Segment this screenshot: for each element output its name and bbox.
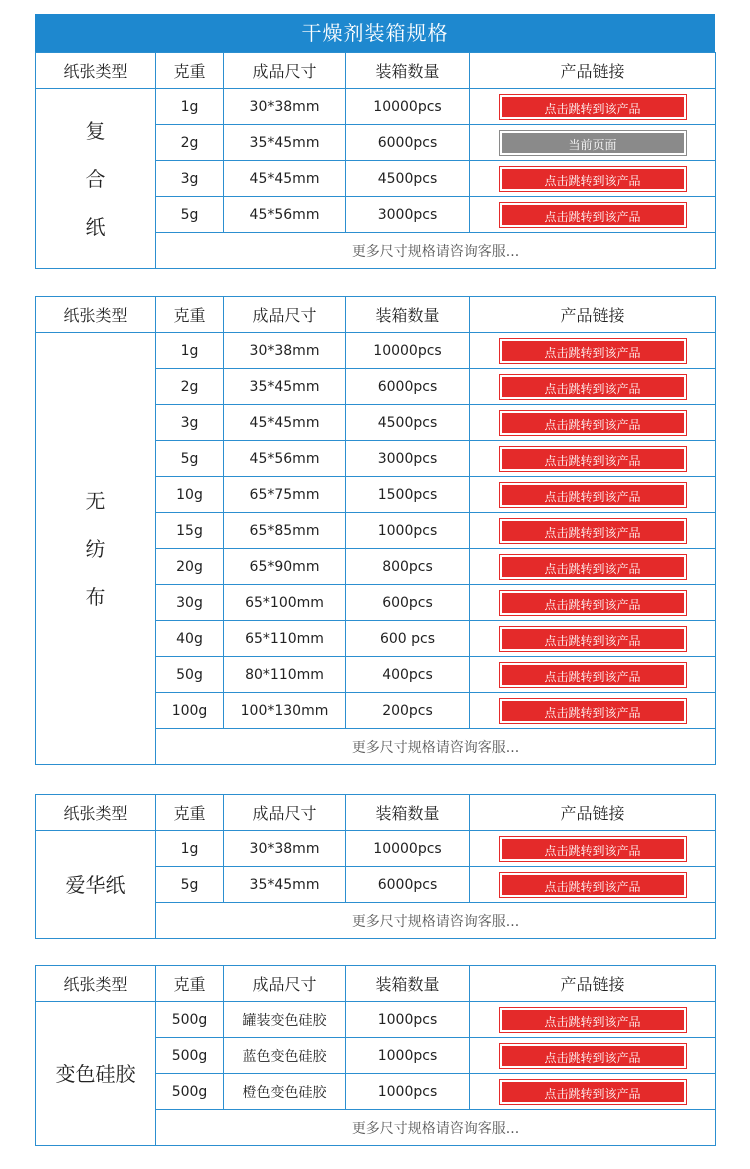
type-cell: 爱华纸	[36, 831, 156, 939]
link-cell	[470, 441, 716, 477]
product-link-button[interactable]: 点击跳转到该产品	[500, 483, 686, 507]
type-cell: 变色硅胶	[36, 1002, 156, 1146]
header-weight: 克重	[156, 53, 224, 89]
qty-cell: 200pcs	[346, 693, 470, 729]
product-link-button[interactable]: 点击跳转到该产品	[500, 1080, 686, 1104]
weight-cell: 5g	[156, 197, 224, 233]
link-cell	[470, 867, 716, 903]
more-info-text: 更多尺寸规格请咨询客服...	[156, 1110, 716, 1146]
size-cell: 45*56mm	[224, 441, 346, 477]
link-cell	[470, 1074, 716, 1110]
product-link-button[interactable]: 点击跳转到该产品	[500, 339, 686, 363]
header-type: 纸张类型	[36, 53, 156, 89]
header-link: 产品链接	[470, 297, 716, 333]
header-qty: 装箱数量	[346, 966, 470, 1002]
link-cell	[470, 369, 716, 405]
current-page-badge: 当前页面	[500, 131, 686, 155]
weight-cell: 15g	[156, 513, 224, 549]
header-weight: 克重	[156, 297, 224, 333]
product-link-button[interactable]: 点击跳转到该产品	[500, 519, 686, 543]
header-weight: 克重	[156, 966, 224, 1002]
header-type: 纸张类型	[36, 297, 156, 333]
size-cell: 30*38mm	[224, 333, 346, 369]
header-qty: 装箱数量	[346, 795, 470, 831]
type-char: 纺	[85, 536, 106, 561]
qty-cell: 6000pcs	[346, 125, 470, 161]
type-char: 纸	[85, 214, 106, 239]
qty-cell: 1000pcs	[346, 1038, 470, 1074]
header-type: 纸张类型	[36, 795, 156, 831]
more-info-text: 更多尺寸规格请咨询客服...	[156, 729, 716, 765]
link-cell	[470, 477, 716, 513]
header-qty: 装箱数量	[346, 297, 470, 333]
product-link-button[interactable]: 点击跳转到该产品	[500, 591, 686, 615]
page-title: 干燥剂装箱规格	[35, 14, 715, 52]
weight-cell: 40g	[156, 621, 224, 657]
size-cell: 45*45mm	[224, 161, 346, 197]
size-cell: 65*110mm	[224, 621, 346, 657]
product-link-button[interactable]: 点击跳转到该产品	[500, 95, 686, 119]
weight-cell: 500g	[156, 1074, 224, 1110]
link-cell	[470, 1038, 716, 1074]
product-link-button[interactable]: 点击跳转到该产品	[500, 167, 686, 191]
product-link-button[interactable]: 点击跳转到该产品	[500, 203, 686, 227]
link-cell	[470, 197, 716, 233]
link-cell	[470, 621, 716, 657]
weight-cell: 2g	[156, 369, 224, 405]
product-link-button[interactable]: 点击跳转到该产品	[500, 837, 686, 861]
weight-cell: 100g	[156, 693, 224, 729]
qty-cell: 800pcs	[346, 549, 470, 585]
spec-table-aihua-paper	[35, 794, 715, 939]
product-link-button[interactable]: 点击跳转到该产品	[500, 1044, 686, 1068]
weight-cell: 1g	[156, 333, 224, 369]
header-size: 成品尺寸	[224, 53, 346, 89]
qty-cell: 1000pcs	[346, 1002, 470, 1038]
header-type: 纸张类型	[36, 966, 156, 1002]
qty-cell: 6000pcs	[346, 867, 470, 903]
size-cell: 65*85mm	[224, 513, 346, 549]
type-char: 合	[85, 166, 106, 191]
link-cell	[470, 657, 716, 693]
product-link-button[interactable]: 点击跳转到该产品	[500, 627, 686, 651]
type-char: 复	[85, 118, 106, 143]
spec-table-composite-paper	[35, 52, 715, 269]
weight-cell: 1g	[156, 831, 224, 867]
weight-cell: 1g	[156, 89, 224, 125]
product-link-button[interactable]: 点击跳转到该产品	[500, 555, 686, 579]
qty-cell: 1000pcs	[346, 513, 470, 549]
header-weight: 克重	[156, 795, 224, 831]
weight-cell: 3g	[156, 161, 224, 197]
qty-cell: 600pcs	[346, 585, 470, 621]
link-cell	[470, 513, 716, 549]
header-size: 成品尺寸	[224, 297, 346, 333]
size-cell: 65*75mm	[224, 477, 346, 513]
header-link: 产品链接	[470, 795, 716, 831]
weight-cell: 5g	[156, 441, 224, 477]
product-link-button[interactable]: 点击跳转到该产品	[500, 411, 686, 435]
link-cell	[470, 549, 716, 585]
type-char: 无	[85, 488, 106, 513]
header-size: 成品尺寸	[224, 795, 346, 831]
type-char: 布	[85, 584, 106, 609]
link-cell	[470, 1002, 716, 1038]
qty-cell: 1000pcs	[346, 1074, 470, 1110]
qty-cell: 400pcs	[346, 657, 470, 693]
header-size: 成品尺寸	[224, 966, 346, 1002]
header-qty: 装箱数量	[346, 53, 470, 89]
size-cell: 80*110mm	[224, 657, 346, 693]
weight-cell: 500g	[156, 1038, 224, 1074]
product-link-button[interactable]: 点击跳转到该产品	[500, 663, 686, 687]
qty-cell: 10000pcs	[346, 831, 470, 867]
weight-cell: 50g	[156, 657, 224, 693]
qty-cell: 600 pcs	[346, 621, 470, 657]
spec-table-silica-gel	[35, 965, 715, 1146]
size-cell: 100*130mm	[224, 693, 346, 729]
header-link: 产品链接	[470, 53, 716, 89]
weight-cell: 10g	[156, 477, 224, 513]
size-cell: 35*45mm	[224, 369, 346, 405]
weight-cell: 20g	[156, 549, 224, 585]
more-info-text: 更多尺寸规格请咨询客服...	[156, 233, 716, 269]
link-cell	[470, 405, 716, 441]
header-link: 产品链接	[470, 966, 716, 1002]
product-link-button[interactable]: 点击跳转到该产品	[500, 1008, 686, 1032]
size-cell: 蓝色变色硅胶	[224, 1038, 346, 1074]
qty-cell: 3000pcs	[346, 441, 470, 477]
weight-cell: 30g	[156, 585, 224, 621]
qty-cell: 4500pcs	[346, 161, 470, 197]
size-cell: 35*45mm	[224, 867, 346, 903]
qty-cell: 10000pcs	[346, 333, 470, 369]
product-link-button[interactable]: 点击跳转到该产品	[500, 375, 686, 399]
size-cell: 45*56mm	[224, 197, 346, 233]
size-cell: 30*38mm	[224, 89, 346, 125]
link-cell	[470, 693, 716, 729]
size-cell: 30*38mm	[224, 831, 346, 867]
size-cell: 65*90mm	[224, 549, 346, 585]
weight-cell: 500g	[156, 1002, 224, 1038]
link-cell	[470, 161, 716, 197]
qty-cell: 4500pcs	[346, 405, 470, 441]
size-cell: 35*45mm	[224, 125, 346, 161]
link-cell	[470, 333, 716, 369]
product-link-button[interactable]: 点击跳转到该产品	[500, 873, 686, 897]
qty-cell: 3000pcs	[346, 197, 470, 233]
more-info-text: 更多尺寸规格请咨询客服...	[156, 903, 716, 939]
qty-cell: 1500pcs	[346, 477, 470, 513]
weight-cell: 5g	[156, 867, 224, 903]
product-link-button[interactable]: 点击跳转到该产品	[500, 699, 686, 723]
link-cell	[470, 125, 716, 161]
size-cell: 橙色变色硅胶	[224, 1074, 346, 1110]
weight-cell: 2g	[156, 125, 224, 161]
size-cell: 罐装变色硅胶	[224, 1002, 346, 1038]
link-cell	[470, 585, 716, 621]
product-link-button[interactable]: 点击跳转到该产品	[500, 447, 686, 471]
size-cell: 45*45mm	[224, 405, 346, 441]
spec-table-nonwoven	[35, 296, 715, 765]
link-cell	[470, 89, 716, 125]
type-cell	[36, 89, 156, 269]
qty-cell: 10000pcs	[346, 89, 470, 125]
size-cell: 65*100mm	[224, 585, 346, 621]
qty-cell: 6000pcs	[346, 369, 470, 405]
link-cell	[470, 831, 716, 867]
type-cell	[36, 333, 156, 765]
weight-cell: 3g	[156, 405, 224, 441]
